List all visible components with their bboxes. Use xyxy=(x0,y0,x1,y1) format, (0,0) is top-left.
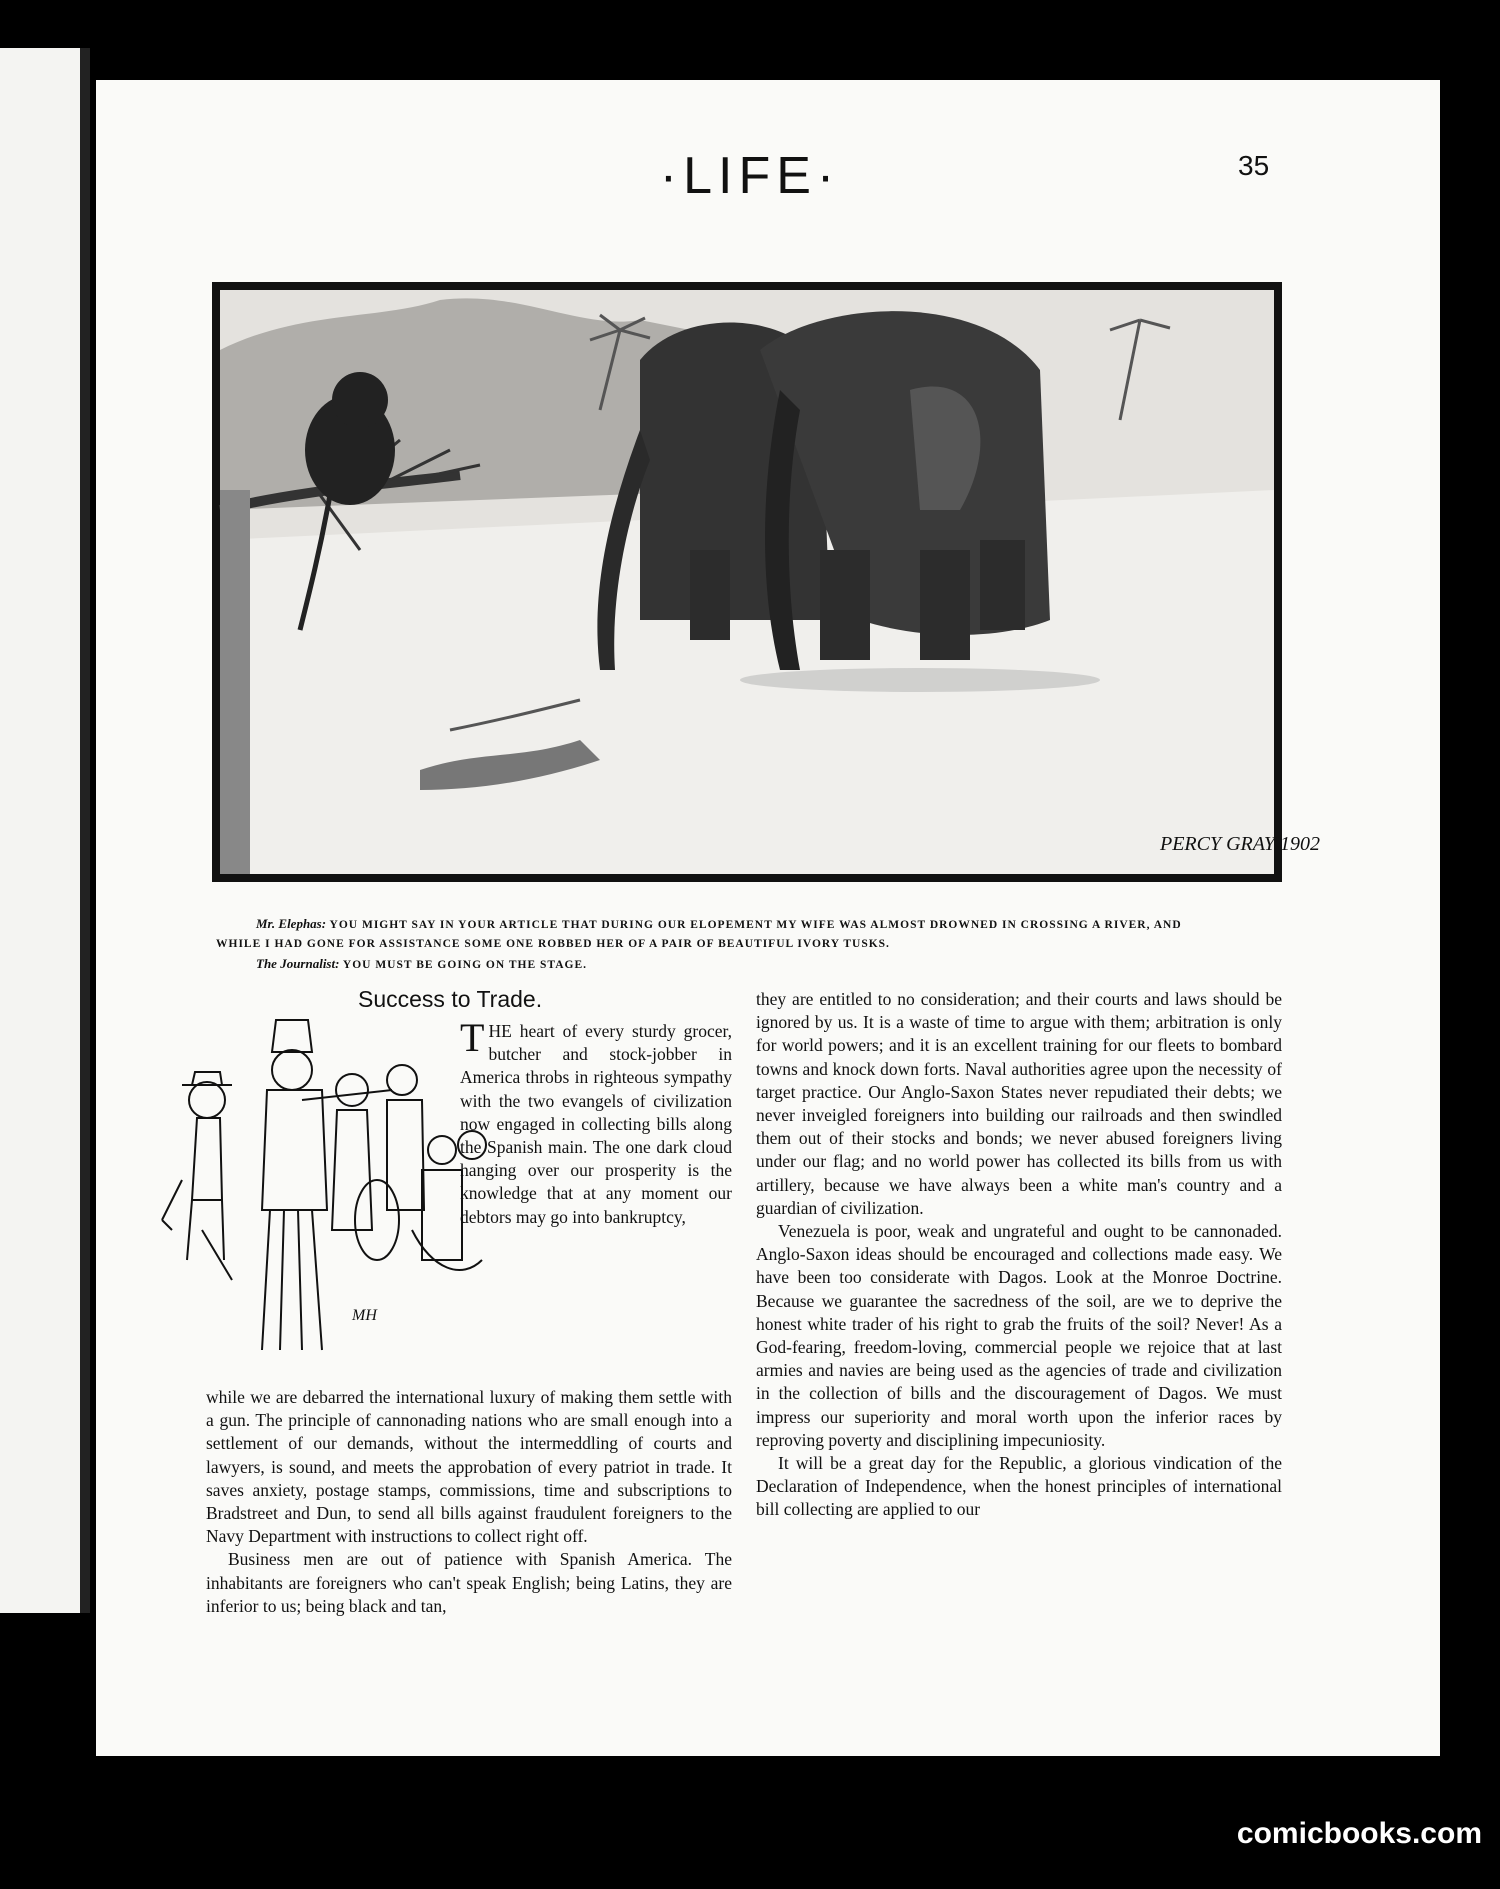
caption-text-3: YOU MUST BE GOING ON THE STAGE. xyxy=(342,959,588,971)
elephant-illustration xyxy=(212,282,1321,882)
caption-speaker-journalist: The Journalist: xyxy=(256,956,340,971)
cartoon-initials: MH xyxy=(352,1307,377,1324)
article-paragraph-1: while we are debarred the international luxury of making them settle with a gun. The principle of cannonading nations who are small enough into a settlement of our demands, without the intermeddling of courts and lawyers, is sound, and meets the approbation of every patriot in trade. It saves anxiety, postage stamps, commissions, time and subscriptions to Bradstreet and Dun, to send all bills against fraudulent foreigners to the Navy Department with instructions to collect right off. xyxy=(206,1387,732,1547)
article-column-left-narrow xyxy=(460,1015,732,1229)
illustration-signature: PERCY GRAY 1902 xyxy=(1160,833,1321,855)
elephant-scene-image xyxy=(220,290,1321,874)
article-column-left xyxy=(206,1386,732,1618)
site-watermark: comicbooks.com xyxy=(1236,1817,1482,1850)
article-paragraph-4: Venezuela is poor, weak and ungrateful and ought to be cannonaded. Anglo-Saxon ideas should be encouraged and collections made easy. We have been too considerate with Dagos. Look at the Monroe Doctrine. Because we guarantee the sacredness of the soil, are we to deprive the honest white trader of his right to grab the fruits of the soil? Never! As a God-fearing, freedom-loving, commercial people we rejoice that at last armies and navies are being used as the agencies of trade and civilization in the collection of bills and the discouragement of Dagos. We must impress our superiority and moral worth upon the inferior races by reproving poverty and disciplining impecuniosity. xyxy=(756,1221,1282,1450)
article-paragraph-3: they are entitled to no consideration; and their courts and laws should be ignored by us. It is a waste of time to argue with them; arbitration is only for world powers; and it is an excellent training for our fleets to bombard towns and knock down forts. Naval authorities agree upon the necessity of target practice. Our Anglo-Saxon States never repudiated their debts; we never inveigled foreigners into building our railroads and then swindled them out of their stocks and bonds; we never abused foreigners living under our flag; and no world power has collected its bills from us with artillery, because we have always been a white man's country and a guardian of civilization. xyxy=(756,989,1282,1218)
article-opening-paragraph xyxy=(460,1015,732,1229)
article-column-right xyxy=(756,988,1282,1522)
illustration-caption xyxy=(216,914,1288,975)
article-paragraph-5: It will be a great day for the Republic, a glorious vindication of the Declaration of Independence, when the honest principles of international bill collecting are applied to our xyxy=(756,1453,1282,1520)
drop-cap: T xyxy=(460,1015,485,1060)
caption-speaker-elephas: Mr. Elephas: xyxy=(256,916,327,931)
article-title: Success to Trade. xyxy=(358,986,543,1012)
caption-text-1: YOU MIGHT SAY IN YOUR ARTICLE THAT DURING OUR ELOPEMENT MY WIFE WAS ALMOST DROWNED IN CROSSING A RIVER, AND xyxy=(329,919,1182,931)
page-number: 35 xyxy=(1238,150,1270,181)
caption-line-2: WHILE I HAD GONE FOR ASSISTANCE SOME ONE ROBBED HER OF A PAIR OF BEAUTIFUL IVORY TUSKS. xyxy=(216,938,890,950)
opening-text: HE heart of every sturdy grocer, butcher and stock-jobber in America throbs in righteous sympathy with the two evangels of civilization now engaged in collecting bills along the Spanish main. The one dark cloud hanging over our prosperity is the knowledge that at any moment our debtors may go into bankruptcy, xyxy=(460,1021,732,1227)
caption-line-3 xyxy=(216,954,1288,975)
masthead-title: ·LIFE· xyxy=(659,147,841,205)
caption-line-1 xyxy=(216,914,1288,935)
article-paragraph-2: Business men are out of patience with Spanish America. The inhabitants are foreigners who can't speak English; being Latins, they are inferior to us; being black and tan, xyxy=(206,1549,732,1616)
facing-page-edge xyxy=(0,48,90,1613)
